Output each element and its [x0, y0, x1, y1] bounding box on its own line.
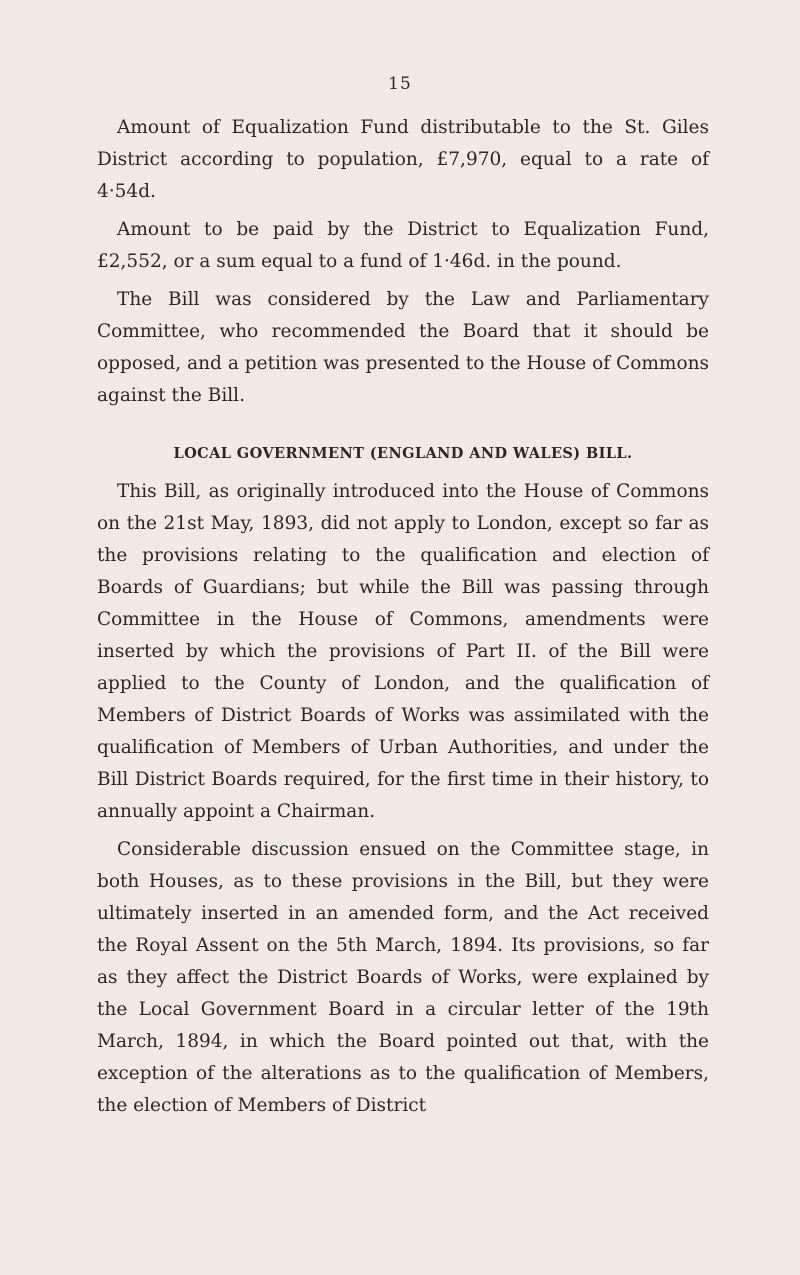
page-number: 15 — [388, 74, 412, 94]
paragraph-committee-discussion: Considerable discussion ensued on the Committee stage, in both Houses, as to these provisions in the Bill, but they were ultimately inserted in an amended form, and the Act received the Royal Assent on the 5th March, 1894. Its provisions, so far as they affect the District Boards of Works, were explained by the Local Government Board in a circular letter of the 19th March, 1894, in which the Board pointed out that, with the exception of the alterations as to the qualification of Members, the election of Members of District — [97, 839, 709, 1116]
paragraph-equalization-distributable: Amount of Equalization Fund distributable to the St. Giles District according to population, £7,970, equal to a rate of 4·54d. — [97, 117, 709, 202]
paragraph-bill-introduction: This Bill, as originally introduced into the House of Commons on the 21st May, 1893, did not apply to London, except so far as the provisions relating to the qualification and election of Boards of Guardians; but while the Bill was passing through Committee in the House of Commons, amendments were inserted by which the provisions of Part II. of the Bill were applied to the County of London, and the qualification of Members of District Boards of Works was assimilated with the qualification of Members of Urban Authorities, and under the Bill District Boards required, for the first time in their history, to annually appoint a Chairman. — [97, 481, 709, 822]
paragraph-committee-opposition: The Bill was considered by the Law and Parliamentary Committee, who recommended the Board that it should be opposed, and a petition was presented to the House of Commons against the Bill. — [97, 289, 709, 406]
section-heading: LOCAL GOVERNMENT (ENGLAND AND WALES) BILL. — [173, 445, 633, 462]
paragraph-equalization-paid: Amount to be paid by the District to Equalization Fund, £2,552, or a sum equal to a fund of 1·46d. in the pound. — [97, 219, 709, 272]
body-text — [97, 112, 709, 1128]
